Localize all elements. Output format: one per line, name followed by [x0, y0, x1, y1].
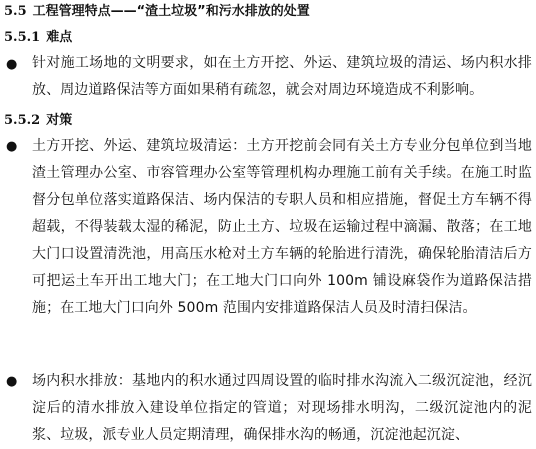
bullet-icon: ● — [6, 57, 18, 72]
bullet-icon: ● — [6, 139, 18, 154]
section-heading — [4, 3, 310, 21]
drainage-paragraph: 场内积水排放：基地内的积水通过四周设置的临时排水沟流入二级沉淀池，经沉淀后的清水排放入建设单位指定的管道；对现场排水明沟，二级沉淀池内的泥浆、垃圾，派专业人员定期清理，确保排水沟的畅通，沉淀池起沉淀、 — [32, 373, 532, 443]
bullet-icon: ● — [6, 374, 18, 389]
section-title: 工程管理特点——“渣土垃圾”和污水排放的处置 — [32, 4, 310, 19]
subsection-number: 5.5.1 — [4, 30, 41, 45]
subsection-heading-difficulty — [4, 29, 72, 47]
subsection-heading-countermeasures — [4, 112, 72, 130]
difficulty-paragraph: 针对施工场地的文明要求，如在土方开挖、外运、建筑垃圾的清运、场内积水排放、周边道路保洁等方面如果稍有疏忽，就会对周边环境造成不利影响。 — [32, 55, 532, 98]
earthwork-paragraph: 土方开挖、外运、建筑垃圾清运：土方开挖前会同有关土方专业分包单位到当地渣土管理办公室、市容管理办公室等管理机构办理施工前有关手续。在施工时监督分包单位落实道路保洁、场内保洁的专职人员和相应措施，督促土方车辆不得超载，不得装载太湿的稀泥，防止土方、垃圾在运输过程中滴漏、散落；在工地大门口设置清洗池，用高压水枪对土方车辆的轮胎进行清洗，确保轮胎清洁后方可把运土车开出工地大门；在工地大门口向外 100m 铺设麻袋作为道路保洁措施；在工地大门口向外 500m 范围内安排道路保洁人员及时清扫保洁。 — [32, 138, 532, 316]
subsection-title: 难点 — [46, 30, 73, 45]
subsection-number: 5.5.2 — [4, 113, 41, 128]
section-number: 5.5 — [4, 4, 27, 19]
subsection-title: 对策 — [46, 113, 73, 128]
